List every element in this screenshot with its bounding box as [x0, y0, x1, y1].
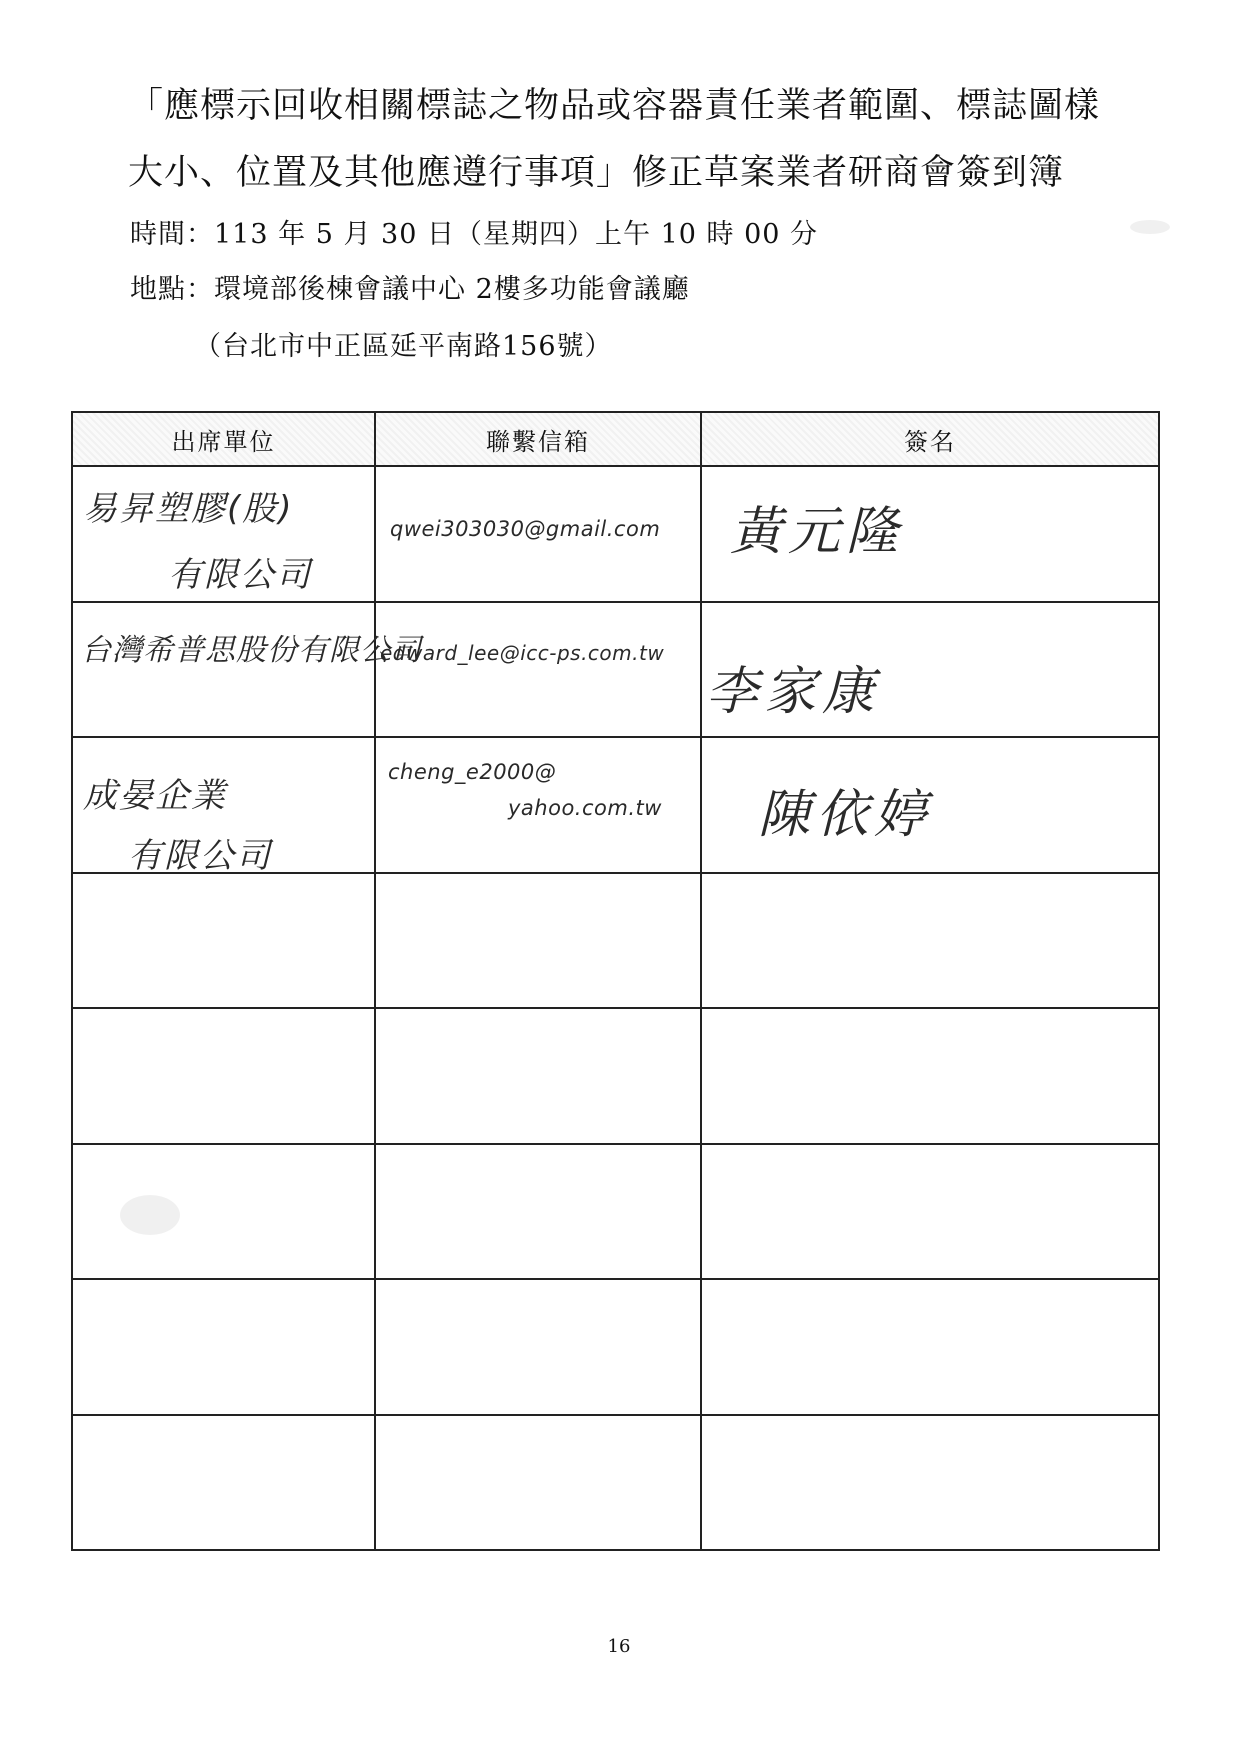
email-cell: [375, 1279, 701, 1415]
sign-in-table: [71, 411, 1160, 1551]
signature-cell: [701, 1415, 1159, 1551]
signature-cell: [701, 873, 1159, 1009]
document-title-line-2: 大小、位置及其他應遵行事項」修正草案業者研商會簽到簿: [128, 153, 1065, 193]
org-name-line-1: 成晏企業: [83, 776, 227, 816]
table-row: [72, 873, 1159, 1009]
org-cell: [72, 1144, 375, 1280]
table-header-row: [72, 412, 1159, 466]
header-signature: 簽名: [701, 412, 1159, 466]
signature-cell: [701, 1144, 1159, 1280]
email-line-1: qwei303030@gmail.com: [390, 517, 661, 541]
table-row: [72, 466, 1159, 602]
org-name-line-1: 易昇塑膠(股): [83, 489, 294, 529]
table-row: [72, 1144, 1159, 1280]
org-cell: [72, 873, 375, 1009]
email-cell: [375, 466, 701, 602]
org-cell: [72, 1008, 375, 1144]
table-row: [72, 1008, 1159, 1144]
email-cell: [375, 737, 701, 873]
header-contact-email: 聯繫信箱: [375, 412, 701, 466]
org-cell: [72, 1279, 375, 1415]
handwritten-signature: 李家康: [706, 661, 881, 722]
meeting-address: （台北市中正區延平南路156號）: [194, 331, 613, 362]
signature-cell: [701, 466, 1159, 602]
scan-artifact: [120, 1195, 180, 1235]
scan-artifact: [1130, 220, 1170, 234]
table-row: [72, 1279, 1159, 1415]
handwritten-signature: 陳依婷: [758, 785, 933, 845]
email-line-1: cheng_e2000@: [388, 760, 557, 784]
org-cell: [72, 466, 375, 602]
email-cell: [375, 1144, 701, 1280]
header-attending-unit: 出席單位: [72, 412, 375, 466]
email-cell: [375, 1008, 701, 1144]
signature-cell: [701, 602, 1159, 738]
email-cell: [375, 1415, 701, 1551]
email-cell: [375, 873, 701, 1009]
email-line-2: yahoo.com.tw: [508, 796, 662, 820]
table-row: [72, 737, 1159, 873]
org-name-line-1: 台灣希普思股份有限公司: [81, 632, 422, 668]
meeting-time: 時間：113 年 5 月 30 日（星期四）上午 10 時 00 分: [130, 219, 819, 250]
org-cell: [72, 737, 375, 876]
signature-cell: [701, 1279, 1159, 1415]
email-line-1: edward_lee@icc-ps.com.tw: [380, 640, 665, 665]
org-cell: [72, 602, 422, 738]
meeting-place: 地點：環境部後棟會議中心 2樓多功能會議廳: [130, 274, 690, 305]
org-name-line-2: 有限公司: [128, 836, 272, 876]
signature-cell: [701, 1008, 1159, 1144]
org-cell: [72, 1415, 375, 1551]
email-cell: [375, 602, 701, 738]
org-name-line-2: 有限公司: [168, 555, 312, 595]
table-row: [72, 602, 1159, 738]
signature-cell: [701, 737, 1159, 873]
page-number: 16: [607, 1636, 631, 1657]
handwritten-signature: 黃元隆: [730, 502, 905, 562]
document-title-line-1: 「應標示回收相關標誌之物品或容器責任業者範圍、標誌圖樣: [128, 86, 1101, 126]
table-row: [72, 1415, 1159, 1551]
